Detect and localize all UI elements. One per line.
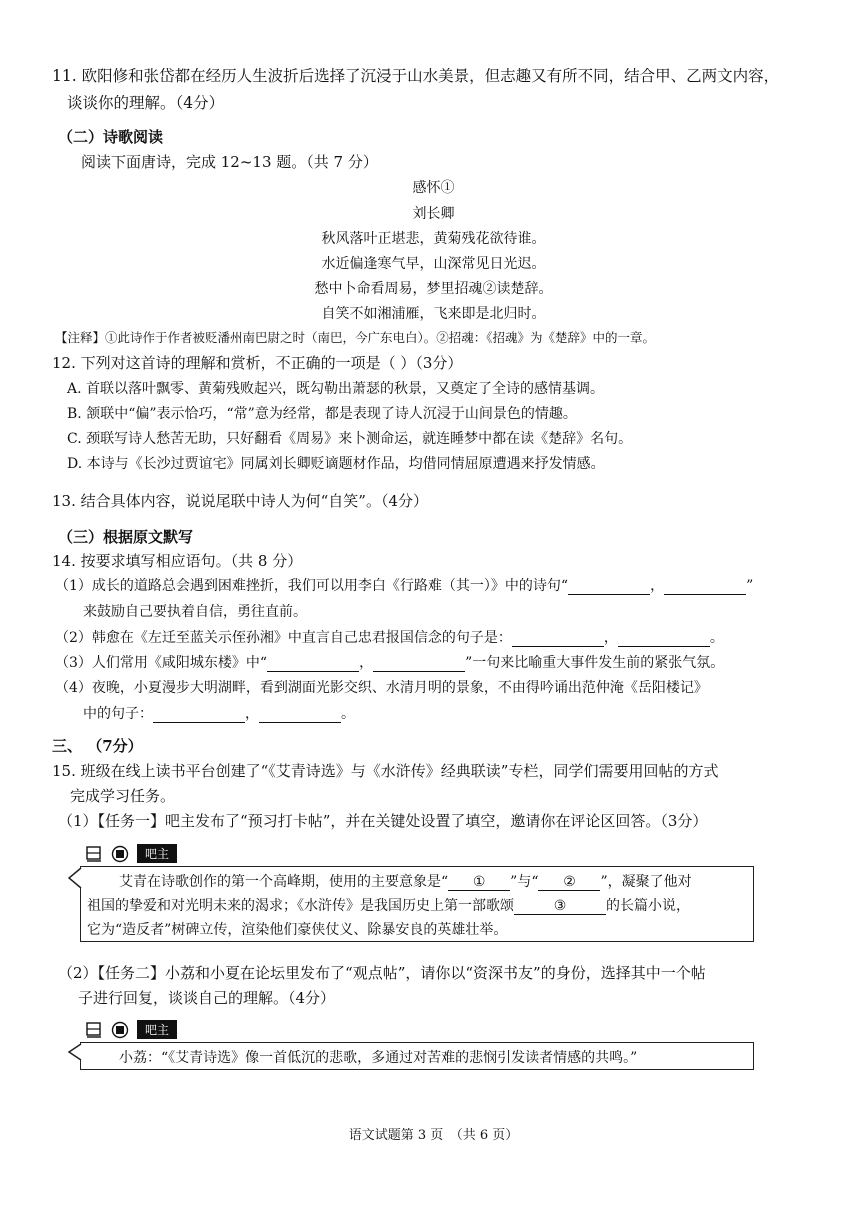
answer-blank[interactable]: [153, 706, 245, 723]
q12-option-d: D. 本诗与《长沙过贾谊宅》同属刘长卿贬谪题材作品，均借同情屈原遭遇来抒发情感。: [67, 456, 605, 472]
post1-text: 祖国的挚爱和对光明未来的渴求；《水浒传》是我国历史上第一部歌颂: [87, 898, 514, 914]
section-heading-poetry: （二）诗歌阅读: [58, 128, 164, 146]
q14-item3-tail: ”一句来比喻重大事件发生前的紧张气氛。: [465, 655, 725, 671]
blank-number: ①: [472, 874, 486, 890]
user-icon: [85, 845, 103, 863]
q14-item4-text: 中的句子：: [83, 706, 153, 722]
avatar-icon: [111, 845, 129, 863]
forum-post-header: [85, 844, 177, 863]
page-footer: 语文试题第 3 页 （共 6 页）: [348, 1128, 519, 1143]
post1-line3: 它为“造反者”树碑立传，渲染他们豪侠仗义、除暴安良的英雄壮举。: [87, 922, 508, 938]
post1-text: ”，凝聚了他对: [600, 874, 692, 890]
answer-blank[interactable]: [373, 655, 465, 672]
poetry-intro: 阅读下面唐诗，完成 12~13 题。（共 7 分）: [81, 153, 378, 171]
post1-line2: [87, 895, 690, 915]
section-heading-three: 三、 （7分）: [52, 737, 143, 755]
section-heading-dictation: （三）根据原文默写: [58, 528, 194, 546]
answer-blank[interactable]: [618, 630, 710, 647]
moderator-badge: 吧主: [137, 844, 177, 863]
forum-post-header: [85, 1020, 177, 1039]
poem-line: 秋风落叶正堪悲，黄菊残花欲待谁。: [321, 231, 546, 247]
q15-line1: 15. 班级在线上读书平台创建了“《艾青诗选》与《水浒传》经典联读”专栏，同学们需要用回帖的方式: [52, 762, 719, 780]
task2-line1: （2）【任务二】小荔和小夏在论坛里发布了“观点帖”，请你以“资深书友”的身份，选择其中一个帖: [58, 964, 706, 982]
answer-blank[interactable]: [664, 578, 746, 595]
avatar-icon: [111, 1021, 129, 1039]
q14-item4-cont: 中的句子： ， 。: [83, 706, 355, 722]
answer-blank-2[interactable]: [538, 874, 600, 891]
q14-item3-text: （3）人们常用《咸阳城东楼》中“: [55, 655, 268, 671]
blank-number: ②: [563, 874, 576, 890]
poem-note: 【注释】①此诗作于作者被贬潘州南巴尉之时（南巴，今广东电白）。②招魂：《招魂》为《楚辞》中的一章。: [55, 330, 656, 345]
user-icon: [85, 1021, 103, 1039]
q12-option-c: C. 颈联写诗人愁苦无助，只好翻看《周易》来卜测命运，就连睡梦中都在读《楚辞》名句。: [67, 431, 633, 447]
q14-item1-text: （1）成长的道路总会遇到困难挫折，我们可以用李白《行路难（其一）》中的诗句“: [55, 578, 569, 594]
poem-line: 愁中卜命看周易，梦里招魂②读楚辞。: [314, 281, 553, 297]
poem-line: 水近偏逢寒气早，山深常见日光迟。: [321, 256, 546, 272]
poem-title: 感怀①: [412, 180, 455, 196]
post1-line1: [119, 871, 692, 891]
q12-option-a: A. 首联以落叶飘零、黄菊残败起兴，既勾勒出萧瑟的秋景，又奠定了全诗的感情基调。: [67, 381, 605, 397]
q15-line2: 完成学习任务。: [70, 787, 176, 805]
poem-author: 刘长卿: [412, 206, 455, 222]
q14-item3: （3）人们常用《咸阳城东楼》中“ ， ”一句来比喻重大事件发生前的紧张气氛。: [55, 655, 725, 671]
post2-text: 小荔：“《艾青诗选》像一首低沉的悲歌，多通过对苦难的悲悯引发读者情感的共鸣。”: [119, 1050, 638, 1066]
answer-blank[interactable]: [568, 578, 650, 595]
q11-line2: 谈谈你的理解。（4分）: [67, 94, 225, 112]
forum-post-bubble: [80, 1042, 754, 1070]
q14-item1: （1）成长的道路总会遇到困难挫折，我们可以用李白《行路难（其一）》中的诗句“ ， ”: [55, 578, 754, 594]
q12-stem: 12. 下列对这首诗的理解和赏析，不正确的一项是（ ）（3分）: [52, 354, 463, 372]
moderator-badge: 吧主: [137, 1020, 177, 1039]
q14-item1-cont: 来鼓励自己要执着自信，勇往直前。: [83, 604, 307, 620]
q14-item4: （4）夜晚，小夏漫步大明湖畔，看到湖面光影交织、水清月明的景象，不由得吟诵出范仲淹《岳阳楼记》: [55, 680, 708, 696]
answer-blank-1[interactable]: [448, 874, 510, 891]
bubble-tail: [68, 866, 84, 896]
post1-text: 的长篇小说，: [606, 898, 690, 914]
answer-blank[interactable]: [267, 655, 359, 672]
answer-blank-3[interactable]: [514, 898, 606, 915]
task2-line2: 子进行回复，谈谈自己的理解。（4分）: [78, 989, 336, 1007]
bubble-tail: [68, 1042, 84, 1068]
blank-number: ③: [553, 898, 567, 914]
answer-blank[interactable]: [259, 706, 341, 723]
q12-option-b: B. 颔联中“偏”表示恰巧，“常”意为经常，都是表现了诗人沉浸于山间景色的情趣。: [67, 406, 577, 422]
post1-text: ”与“: [510, 874, 539, 890]
q14-stem: 14. 按要求填写相应语句。（共 8 分）: [52, 552, 303, 570]
task1-text: （1）【任务一】吧主发布了“预习打卡帖”，并在关键处设置了填空，邀请你在评论区回答。（3分）: [58, 812, 708, 830]
poem-line: 自笑不如湘浦雁，飞来即是北归时。: [321, 306, 546, 322]
q14-item2: （2）韩愈在《左迁至蓝关示侄孙湘》中直言自己忠君报国信念的句子是： ， 。: [55, 630, 724, 646]
q13-text: 13. 结合具体内容，说说尾联中诗人为何“自笑”。（4分）: [52, 492, 429, 510]
answer-blank[interactable]: [512, 630, 604, 647]
post1-text: 艾青在诗歌创作的第一个高峰期，使用的主要意象是“: [119, 874, 449, 890]
forum-post-bubble: [80, 866, 754, 942]
q11-line1: 11. 欧阳修和张岱都在经历人生波折后选择了沉浸于山水美景，但志趣又有所不同，结合甲、乙两文内容，: [52, 67, 780, 85]
q14-item2-text: （2）韩愈在《左迁至蓝关示侄孙湘》中直言自己忠君报国信念的句子是：: [55, 630, 512, 646]
